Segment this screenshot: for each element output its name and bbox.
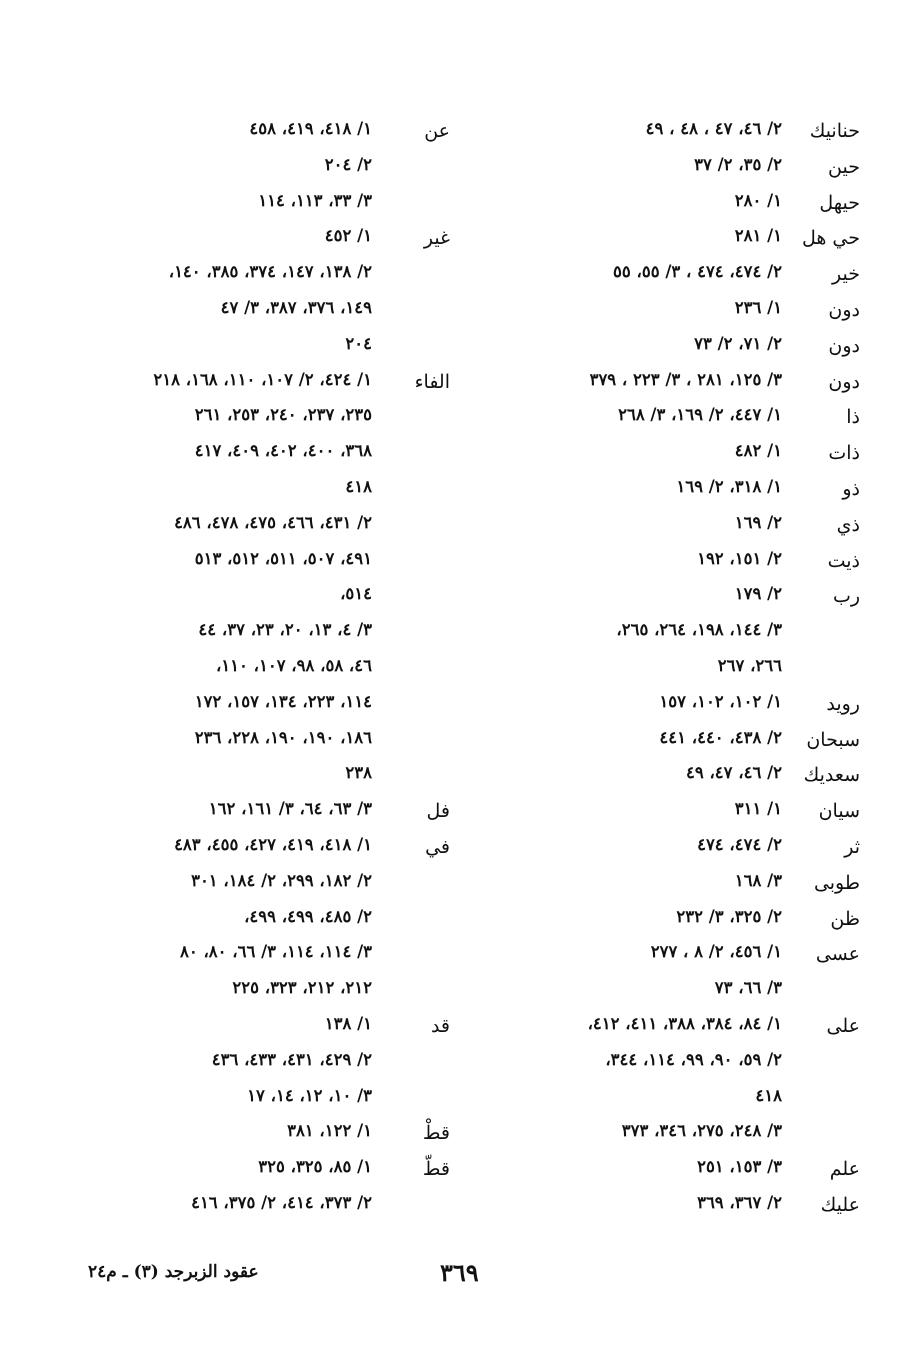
page-number: ٣٦٩ — [440, 1258, 479, 1287]
index-entry — [468, 832, 860, 868]
index-references: ٢٣٨ — [345, 763, 372, 783]
book-title: عقود الزبرجد (٣) ـ م٢٤ — [88, 1262, 259, 1282]
index-references: ٣/ ١٢٥، ٢٨١ ، ٣/ ٢٢٣ ، ٣٧٩ — [589, 369, 782, 389]
index-term: ذيت — [827, 549, 860, 572]
index-term: حين — [828, 155, 860, 178]
index-entry — [468, 1011, 860, 1047]
index-references: ١٤٩، ٣٧٦، ٣٨٧، ٣/ ٤٧ — [220, 297, 372, 317]
index-term: علم — [829, 1158, 860, 1181]
index-entry — [468, 295, 860, 331]
index-term: عليك — [820, 1193, 860, 1216]
index-entry — [468, 1190, 860, 1226]
index-references: ٢/ ١٥١، ١٩٢ — [697, 548, 782, 568]
index-entry — [468, 975, 860, 1011]
index-entry — [58, 904, 450, 940]
index-term: عسى — [815, 943, 860, 966]
index-entry — [468, 689, 860, 725]
index-entry — [468, 581, 860, 617]
index-entry — [468, 653, 860, 689]
index-references: ٢٠٤ — [345, 333, 372, 353]
index-entry — [58, 474, 450, 510]
index-entry — [468, 438, 860, 474]
index-references: ١١٤، ٢٢٣، ١٣٤، ١٥٧، ١٧٢ — [194, 691, 372, 711]
index-entry — [58, 1011, 450, 1047]
index-references: ٣/ ٦٦، ٧٣ — [714, 978, 782, 998]
index-references: ٢/ ٤٧٤، ٤٧٤ ، ٣/ ٥٥، ٥٥ — [613, 262, 782, 282]
index-references: ٢١٢، ٢١٢، ٣٢٣، ٢٢٥ — [232, 978, 372, 998]
index-entry — [468, 725, 860, 761]
index-references: ٤١٨ — [755, 1085, 782, 1105]
index-references: ١/ ١٣٨ — [324, 1013, 372, 1033]
index-term: ثر — [844, 835, 860, 858]
index-entry — [58, 1083, 450, 1119]
index-entry — [468, 939, 860, 975]
index-entry — [58, 152, 450, 188]
index-references: ٢/ ٤٣٨، ٤٤٠، ٤٤١ — [659, 727, 782, 747]
index-entry — [468, 152, 860, 188]
index-entry — [58, 1118, 450, 1154]
index-references: ١/ ٣١١ — [734, 799, 782, 819]
index-references: ١/ ١٠٢، ١٠٢، ١٥٧ — [659, 691, 782, 711]
index-references: ١/ ١٢٢، ٣٨١ — [287, 1121, 372, 1141]
index-entry — [468, 331, 860, 367]
index-term: ذا — [846, 406, 860, 429]
index-entry — [468, 1154, 860, 1190]
index-references: ٣/ ١٥٣، ٢٥١ — [697, 1157, 782, 1177]
index-references: ٢/ ٥٩، ٩٠، ٩٩، ١١٤، ٣٤٤، — [605, 1049, 782, 1069]
index-references: ١/ ٨٥، ٣٢٥، ٣٢٥ — [258, 1157, 372, 1177]
index-references: ٣/ ٢٤٨، ٢٧٥، ٣٤٦، ٣٧٣ — [621, 1121, 782, 1141]
index-references: ٢٣٥، ٢٣٧، ٢٤٠، ٢٥٣، ٢٦١ — [194, 405, 372, 425]
index-entry — [58, 760, 450, 796]
index-references: ١/ ٤٥٢ — [324, 226, 372, 246]
index-entry — [468, 796, 860, 832]
index-references: ٣/ ١٠، ١٢، ١٤، ١٧ — [247, 1085, 372, 1105]
index-entry — [58, 617, 450, 653]
index-entry — [58, 331, 450, 367]
index-entry — [58, 868, 450, 904]
index-entry — [468, 259, 860, 295]
index-entry — [58, 116, 450, 152]
index-term: قطّ — [422, 1158, 450, 1181]
index-entry — [468, 868, 860, 904]
index-references: ٢/ ٢٠٤ — [324, 154, 372, 174]
index-term: قطْ — [422, 1122, 450, 1145]
index-term: سعديك — [803, 764, 860, 787]
index-entry — [468, 402, 860, 438]
index-references: ٢/ ١٣٨، ١٤٧، ٣٧٤، ٣٨٥، ١٤٠، — [168, 262, 372, 282]
index-references: ٢/ ١٨٢، ٢٩٩، ٢/ ١٨٤، ٣٠١ — [191, 870, 372, 890]
index-term: خير — [832, 263, 860, 286]
index-term: حنانيك — [809, 120, 860, 142]
index-term: قد — [430, 1014, 450, 1037]
index-references: ٣/ ٦٣، ٦٤، ٣/ ١٦١، ١٦٢ — [208, 799, 372, 819]
index-references: ٢/ ٣٢٥، ٣/ ٢٣٢ — [676, 906, 782, 926]
index-references: ٢/ ٣٦٧، ٣٦٩ — [697, 1192, 782, 1212]
index-entry — [468, 546, 860, 582]
index-term: دون — [828, 370, 860, 393]
index-references: ٣/ ١٦٨ — [734, 870, 782, 890]
index-references: ٤١٨ — [345, 476, 372, 496]
index-references: ٤٦، ٥٨، ٩٨، ١٠٧، ١١٠، — [215, 655, 372, 675]
index-entry — [468, 1047, 860, 1083]
index-term: ظن — [830, 907, 860, 930]
index-references: ٣/ ٣٣، ١١٣، ١١٤ — [258, 190, 372, 210]
index-term: رويد — [826, 692, 860, 715]
index-entry — [468, 188, 860, 224]
index-term: ذو — [842, 477, 860, 500]
index-entry — [468, 510, 860, 546]
index-entry — [58, 939, 450, 975]
index-references: ١/ ٤١٨، ٤١٩، ٤٥٨ — [249, 119, 372, 138]
index-term: ذي — [836, 513, 860, 536]
index-term: دون — [828, 298, 860, 321]
index-references: ٣/ ١٤٤، ١٩٨، ٢٦٤، ٢٦٥، — [616, 620, 782, 640]
index-term: الفاء — [414, 370, 450, 393]
index-entry — [58, 188, 450, 224]
index-term: سيان — [818, 800, 860, 823]
index-references: ١/ ٢٣٦ — [734, 297, 782, 317]
index-references: ١٨٦، ١٩٠، ١٩٠، ٢٢٨، ٢٣٦ — [194, 727, 372, 747]
index-references: ١/ ٢٨١ — [734, 226, 782, 246]
index-entry — [468, 1083, 860, 1119]
index-entry — [468, 223, 860, 259]
index-references: ٣/ ٤، ١٣، ٢٠، ٢٣، ٣٧، ٤٤ — [198, 620, 372, 640]
index-entry — [58, 832, 450, 868]
index-entry — [468, 617, 860, 653]
index-entry — [58, 581, 450, 617]
index-entry — [58, 510, 450, 546]
index-references: ٢/ ٤٧٤، ٤٧٤ — [697, 834, 782, 854]
index-entry — [468, 367, 860, 403]
index-entry — [58, 295, 450, 331]
index-term: في — [425, 835, 450, 858]
index-term: ذات — [828, 442, 860, 465]
index-references: ٢/ ١٧٩ — [734, 584, 782, 604]
index-term: عن — [424, 120, 450, 142]
index-entry — [58, 223, 450, 259]
index-entry — [58, 796, 450, 832]
index-entry — [468, 116, 860, 152]
index-references: ١/ ٨٤، ٣٨٤، ٣٨٨، ٤١١، ٤١٢، — [587, 1013, 782, 1033]
index-entry — [58, 1190, 450, 1226]
index-references: ١/ ٣١٨، ٢/ ١٦٩ — [676, 476, 782, 496]
index-term: رب — [832, 585, 860, 608]
index-references: ١/ ٤٥٦، ٢/ ٨ ، ٢٧٧ — [650, 942, 782, 962]
index-entry — [58, 438, 450, 474]
index-references: ١/ ٤٢٤، ٢/ ١٠٧، ١١٠، ١٦٨، ٢١٨ — [153, 369, 372, 389]
index-entry — [58, 1154, 450, 1190]
index-references: ٣٦٨، ٤٠٠، ٤٠٢، ٤٠٩، ٤١٧ — [194, 441, 372, 461]
index-term: غير — [423, 227, 450, 250]
index-term: سبحان — [806, 728, 860, 751]
index-column-right — [468, 116, 860, 1226]
index-references: ٢/ ٤٨٥، ٤٩٩، ٤٩٩، — [244, 906, 372, 926]
index-term: فل — [426, 800, 450, 823]
index-column-left — [58, 116, 450, 1226]
index-entry — [58, 367, 450, 403]
index-references: ٢/ ٣٧٣، ٤١٤، ٢/ ٣٧٥، ٤١٦ — [191, 1192, 372, 1212]
index-references: ٣/ ١١٤، ١١٤، ٣/ ٦٦، ٨٠، ٨٠ — [179, 942, 372, 962]
index-references: ٢٦٦، ٢٦٧ — [717, 655, 782, 675]
index-entry — [58, 402, 450, 438]
index-references: ١/ ٤١٨، ٤١٩، ٤٢٧، ٤٥٥، ٤٨٣ — [174, 834, 372, 854]
index-entry — [58, 725, 450, 761]
index-references: ١/ ٤٤٧، ٢/ ١٦٩، ٣/ ٢٦٨ — [618, 405, 782, 425]
index-references: ٢/ ٧١، ٢/ ٧٣ — [694, 333, 782, 353]
index-entry — [468, 474, 860, 510]
index-references: ٢/ ٤٣١، ٤٦٦، ٤٧٥، ٤٧٨، ٤٨٦ — [174, 512, 372, 532]
index-entry — [58, 1047, 450, 1083]
index-references: ١/ ٤٨٢ — [734, 441, 782, 461]
index-references: ٢/ ١٦٩ — [734, 512, 782, 532]
index-references: ٢/ ٤٦، ٤٧ ، ٤٨ ، ٤٩ — [645, 119, 782, 138]
index-entry — [58, 689, 450, 725]
index-entry — [58, 259, 450, 295]
index-entry — [58, 975, 450, 1011]
index-references: ٢/ ٣٥، ٢/ ٣٧ — [694, 154, 782, 174]
index-term: حيهل — [819, 191, 860, 214]
index-entry — [58, 653, 450, 689]
index-entry — [468, 904, 860, 940]
index-entry — [58, 546, 450, 582]
index-entry — [468, 1118, 860, 1154]
index-term: حي هل — [801, 227, 860, 250]
index-entry — [468, 760, 860, 796]
index-term: دون — [828, 334, 860, 357]
index-term: على — [826, 1014, 860, 1037]
index-references: ٥١٤، — [340, 584, 372, 604]
index-term: طوبى — [813, 871, 860, 894]
index-references: ٢/ ٤٦، ٤٧، ٤٩ — [685, 763, 782, 783]
index-references: ٢/ ٤٢٩، ٤٣١، ٤٣٣، ٤٣٦ — [211, 1049, 372, 1069]
index-references: ٤٩١، ٥٠٧، ٥١١، ٥١٢، ٥١٣ — [194, 548, 372, 568]
index-references: ١/ ٢٨٠ — [734, 190, 782, 210]
